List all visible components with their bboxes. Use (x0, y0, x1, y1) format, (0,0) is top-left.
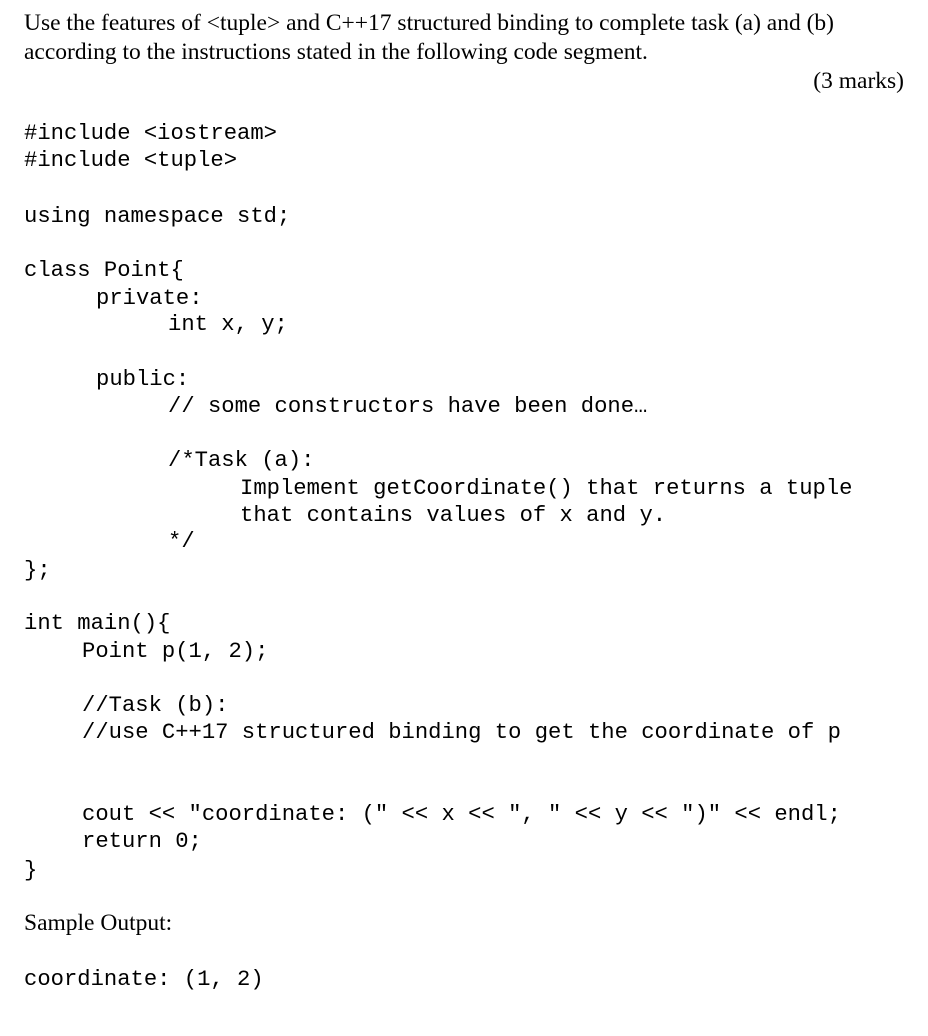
code-point-init: Point p(1, 2); (82, 639, 269, 664)
code-task-a-open: /*Task (a): (168, 448, 315, 473)
code-main-close: } (24, 858, 38, 883)
code-include-iostream: #include <iostream> (24, 121, 277, 146)
code-task-a-close: */ (168, 529, 195, 554)
code-class-close: }; (24, 558, 51, 583)
code-members: int x, y; (168, 312, 288, 337)
question-text-line-2: according to the instructions stated in the following code segment. (24, 39, 648, 65)
code-task-b-description: //use C++17 structured binding to get the coordinate of p (82, 720, 841, 745)
code-return-statement: return 0; (82, 829, 202, 854)
code-include-tuple: #include <tuple> (24, 148, 238, 173)
sample-output-heading: Sample Output: (24, 910, 173, 936)
code-private-label: private: (96, 286, 203, 311)
code-public-label: public: (96, 367, 190, 392)
code-using-namespace: using namespace std; (24, 204, 291, 229)
code-cout-statement: cout << "coordinate: (" << x << ", " << y << ")" << endl; (82, 802, 841, 827)
code-task-a-line-1: Implement getCoordinate() that returns a tuple (240, 476, 853, 501)
code-class-declaration: class Point{ (24, 258, 184, 283)
code-main-declaration: int main(){ (24, 611, 171, 636)
marks-label: (3 marks) (813, 68, 904, 94)
question-text-line-1: Use the features of <tuple> and C++17 structured binding to complete task (a) and (b) (24, 10, 835, 36)
code-constructor-comment: // some constructors have been done… (168, 394, 648, 419)
code-task-a-line-2: that contains values of x and y. (240, 503, 667, 528)
code-task-b-label: //Task (b): (82, 693, 229, 718)
sample-output-text: coordinate: (1, 2) (24, 967, 264, 992)
